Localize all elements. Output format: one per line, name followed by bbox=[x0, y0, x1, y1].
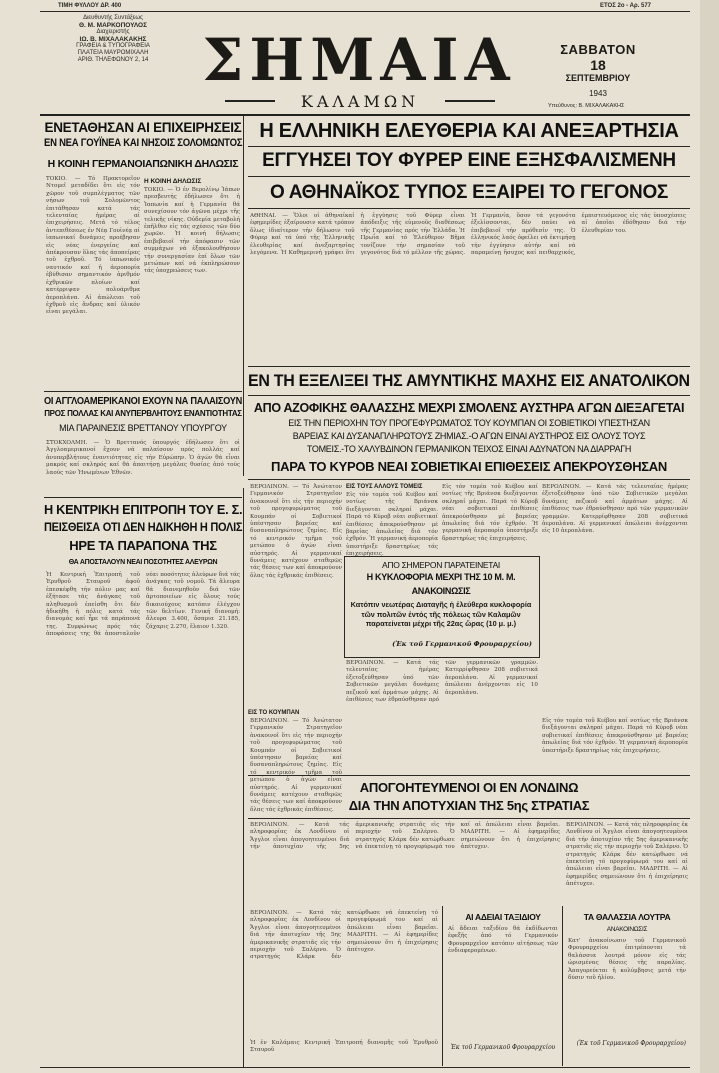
leave-signature: Ἐκ τοῦ Γερμανικοῦ Φρουραρχείου bbox=[450, 1044, 556, 1051]
address-label: ΠΛΑΤΕΙΑ ΜΑΥΡΟΜΙΧΑΛΗ bbox=[77, 50, 149, 56]
date-year: 1943 bbox=[589, 89, 607, 98]
left-headline-6: ΜΙΑ ΠΑΡΑΙΝΕΣΙΣ ΒΡΕΤΤΑΝΟΥ ΥΠΟΥΡΓΟΥ bbox=[59, 423, 227, 433]
baths-signature: (Ἐκ τοῦ Γερμανικοῦ Φρουραρχείου) bbox=[576, 1040, 686, 1047]
main-text-e: ΑΘΗΝΑΙ. — Ὅλοι οἱ ἀθηναϊκαί ἐφημερίδες ἐξαίρουσιν κατά τρόπον ὅλως ἰδιαίτερον τήν δήλωσιν τοῦ Φύρερ καί τά ὑπό τῆς Ἑλληνικῆς ἐλευθερίας καί ἀνεξαρτησίας λεγόμενα. Ἡ Καθημερινή γράφει ὅτι ἡ ἐγγύησις τοῦ Φύρερ εἶναι ἀπόδειξις τῆς εὐμενοῦς διαθέσεως τῆς Γερμανίας πρός τήν Ἑλλάδα. Ἡ Πρωΐα καί τό Ἐλεύθερον Βῆμα τονίζουν τήν σημασίαν τοῦ γεγονότος διά τό μέλλον τῆς χώρας. bbox=[250, 213, 465, 257]
war-headline-6: ΠΑΡΑ ΤΟ ΚΥΡΟΒ ΝΕΑΙ ΣΟΒΙΕΤΙΚΑΙ ΕΠΙΘΕΣΕΙΣ ΑΠΕΚΡΟΥΣΘΗΣΑΝ bbox=[271, 459, 667, 474]
main-banner-1: Η ΕΛΛΗΝΙΚΗ ΕΛΕΥΘΕΡΙΑ ΚΑΙ ΑΝΕΞΑΡΤΗΣΙΑ bbox=[259, 120, 679, 142]
masthead-left-info bbox=[48, 15, 178, 64]
baths-announcement: ΑΝΑΚΟΙΝΩΣΙΣ bbox=[606, 926, 648, 933]
notice-signature: (Ἐκ τοῦ Γερμανικοῦ Φρουραρχείου) bbox=[392, 640, 532, 648]
left-headline-1: ΕΝΕΤΑΘΗΣΑΝ ΑΙ ΕΠΙΧΕΙΡΗΣΕΙΣ bbox=[44, 120, 242, 135]
left-headline-3: Η ΚΟΙΝΗ ΓΕΡΜΑΝΟΙΑΠΩΝΙΚΗ ΔΗΛΩΣΙΣ bbox=[47, 158, 239, 170]
war-text-g3: Εἰς τόν τομέα τοῦ Κιέβου καί νοτίως τῆς Βριάνσκ διεξάγονται σκληραί μάχαι. Παρά τό Κύροβ νέαι σοβιετικαί ἐπιθέσεις ἀπεκρούσθησαν μέ βαρείας ἀπωλείας διά τόν ἐχθρόν. Ἡ γερμανική ἀεροπορία ὑπεστήριξε δραστηρίως τάς ἐπιχειρήσεις. bbox=[542, 718, 688, 754]
masthead-date bbox=[538, 42, 658, 98]
war-headline-1: ΕΝ ΤΗ ΕΞΕΛΙΞΕΙ ΤΗΣ ΑΜΥΝΤΙΚΗΣ ΜΑΧΗΣ ΕΙΣ ΑΝΑΤΟΛΙΚΟΝ bbox=[248, 371, 690, 390]
left-article-text-b: ΤΟΚΙΟ. — Ὁ ἐν Βερολίνῳ Ἰάπων πρεσβευτής ἐδήλωσεν ὅτι ἡ Ἰαπωνία καί ἡ Γερμανία θά συνεχίσουν τόν ἀγῶνα μέχρι τῆς τελικῆς νίκης. Οὐδεμία μεταβολή ἐπῆλθεν εἰς τάς σχέσεις τῶν δύο χωρῶν. Ἡ κοινή δήλωσις ἐπιβεβαιοῖ τήν ἀπόφασιν τῶν συμμάχων νά ἐξακολουθήσουν τήν συνεργασίαν ἐπί ὅλων τῶν μετώπων καί νά ἐκπληρώσουν τάς ὑποχρεώσεις των. bbox=[144, 187, 240, 275]
baths-headline: ΤΑ ΘΑΛΑΣΣΙΑ ΛΟΥΤΡΑ bbox=[583, 912, 671, 922]
date-number: 18 bbox=[590, 57, 606, 73]
main-article-text-e bbox=[250, 213, 686, 363]
london-headline-2: ΔΙΑ ΤΗΝ ΑΠΟΤΥΧΙΑΝ ΤΗΣ 5ης ΣΤΡΑΤΙΑΣ bbox=[348, 798, 590, 813]
war-text-h: ΒΕΡΟΛΙΝΟΝ. — Κατά τάς τελευταίας ἡμέρας ἐξετοξεύθησαν ὑπό τῶν Σοβιετικῶν μεγάλαι δυνάμεις πεζικοῦ καί ἁρμάτων μάχης. Αἱ ἐπιθέσεις των ἐθραύσθησαν πρό τῶν γερμανικῶν γραμμῶν. Κατερρίφθησαν 208 σοβιετικά ἀεροπλάνα. Αἱ γερμανικαί ἀπώλειαι ἀνέρχονται εἰς 10 ἀεροπλάνα. bbox=[542, 484, 688, 535]
war-sub-other: ΕΙΣ ΤΟΥΣ ΑΛΛΟΥΣ ΤΟΜΕΙΣ bbox=[346, 484, 423, 490]
notice-headline-1: ΑΠΟ ΣΗΜΕΡΟΝ ΠΑΡΑΤΕΙΝΕΤΑΙ bbox=[381, 560, 500, 570]
war-text-g2: Εἰς τόν τομέα τοῦ Κιέβου καί νοτίως τῆς Βριάνσκ διεξάγονται σκληραί μάχαι. Παρά τό Κύροβ νέαι σοβιετικαί ἐπιθέσεις ἀπεκρούσθησαν μέ βαρείας ἀπωλείας διά τόν ἐχθρόν. Ἡ γερμανική ἀεροπορία ὑπεστήριξε δραστηρίως τάς ἐπιχειρήσεις. bbox=[442, 484, 538, 542]
left-headline-2: ΕΝ ΝΕΑ ΓΟΥΪΝΕΑ ΚΑΙ ΝΗΣΟΙΣ ΣΟΛΟΜΩΝΤΟΣ bbox=[44, 137, 243, 149]
left-headline-8: ΠΕΙΣΘΕΙΣΑ ΟΤΙ ΔΕΝ ΗΔΙΚΗΘΗ Η ΠΟΛΙΣ bbox=[44, 520, 243, 534]
masthead-title: ΣΗΜΑΙΑ bbox=[202, 26, 516, 94]
responsible-editor: Υπεύθυνος: Β. ΜΙΧΑΛΑΚΑΚΗΣ bbox=[548, 103, 625, 109]
left-headline-5: ΠΡΟΣ ΠΟΛΛΑΣ ΚΑΙ ΑΝΥΠΕΡΒΛΗΤΟΥΣ ΕΝΑΝΤΙΟΤΗΤΑΣ bbox=[44, 409, 242, 418]
left-headline-7: Η ΚΕΝΤΡΙΚΗ ΕΠΙΤΡΟΠΗ ΤΟΥ Ε. Σ. bbox=[44, 502, 243, 517]
editor-role: Διευθυντής Συντάξεως bbox=[83, 15, 143, 21]
issue-label: ΕΤΟΣ 2ο - Αρ. 577 bbox=[600, 3, 651, 9]
london-headline-1: ΑΠΟΓΟΗΤΕΥΜΕΝΟΙ ΟΙ ΕΝ ΛΟΝΔΙΝΩ bbox=[359, 780, 579, 795]
left-article-text-c: ΣΤΟΚΧΟΛΜΗ. — Ὁ Βρεττανός ὑπουργός ἐδήλωσεν ὅτι οἱ Ἀγγλοαμερικανοί ἔχουν νά παλαίσουν πρός πολλάς καί ἀνυπερβλήτους ἐναντιότητας εἰς τήν Εὐρώπην. Ὁ ἀγών θά εἶναι μακρός καί σκληρός καί θά ἀπαιτήσῃ μεγάλας θυσίας ἀπό τούς λαούς τῶν Ἡνωμένων Ἐθνῶν. bbox=[46, 440, 240, 476]
war-headline-4: ΒΑΡΕΙΑΣ ΚΑΙ ΔΥΣΑΝΑΠΛΗΡΩΤΟΥΣ ΖΗΜΙΑΣ.-Ο ΑΓΩΝ ΕΙΝΑΙ ΑΥΣΤΗΡΟΣ ΕΙΣ ΟΛΟΥΣ ΤΟΥΣ bbox=[292, 431, 646, 441]
left-headline-10: ΘΑ ΑΠΟΣΤΑΛΟΥΝ ΝΕΑΙ ΠΟΣΟΤΗΤΕΣ ΑΛΕΥΡΩΝ bbox=[68, 559, 218, 566]
main-banner-3: Ο ΑΘΗΝΑΪΚΟΣ ΤΥΠΟΣ ΕΞΑΙΡΕΙ ΤΟ ΓΕΓΟΝΟΣ bbox=[269, 182, 669, 203]
london-text: ΒΕΡΟΛΙΝΟΝ. — Κατά τάς πληροφορίας ἐκ Λονδίνου οἱ Ἄγγλοι εἶναι ἀπογοητευμένοι διά τήν ἀποτυχίαν τῆς 5ης ἀμερικανικῆς στρατιᾶς εἰς τήν περιοχήν τοῦ Σαλέρνο. Ὁ στρατηγός Κλάρκ δέν κατώρθωσε νά ἐπεκτείνῃ τό προγεφύρωμά του καί αἱ ἀπώλειαι εἶναι βαρεῖαι. ΜΑΔΡΙΤΗ. — Αἱ ἐφημερίδες σημειώνουν ὅτι ἡ ἐπιχείρησις ἀπέτυχεν. bbox=[250, 822, 560, 851]
left-headline-9: ΗΡΕ ΤΑ ΠΑΡΑΠΟΝΑ ΤΗΣ bbox=[69, 538, 217, 553]
baths-text: Κατ' ἀνακοίνωσιν τοῦ Γερμανικοῦ Φρουραρχείου ἐπιτρέπονται τά θαλάσσια λουτρά μόνον εἰς τάς ὡρισμένας θέσεις τῆς παραλίας. Ἀπαγορεύεται ἡ κολύμβησις μετά τήν δύσιν τοῦ ἡλίου. bbox=[568, 938, 686, 982]
masthead-subtitle: ΚΑΛΑΜΩΝ bbox=[300, 92, 420, 111]
main-text-continued: Ἡ Γερμανία, ὅσον τά γεγονότα ἐξελίσσονται, δέν παύει νά ἐπιβεβαιοῖ τήν πρόθεσίν της. Ὁ ἑλληνικός λαός ὀφείλει νά ἐκτιμήσῃ τήν ἐγγύησιν αὐτήν καί νά παραμείνῃ ἥσυχος καί πειθαρχικός, ἐμπιστευόμενος εἰς τάς ὑποσχέσεις αἱ ὁποῖαι ἐδόθησαν διά τήν ἐλευθερίαν του. bbox=[471, 213, 686, 257]
war-text-f2: ΒΕΡΟΛΙΝΟΝ. — Τό Ἀνώτατον Γερμανικόν Στρατηγεῖον ἀνακοινοῖ ὅτι εἰς τήν περιοχήν τοῦ προγεφυρώματος τοῦ Κουμπάν οἱ Σοβιετικοί ὑπέστησαν βαρείας καί δυσαναπληρώτους ζημίας. Εἰς τό κεντρικόν τμῆμα τοῦ μετώπου ὁ ἀγών εἶναι αὐστηρός. Αἱ γερμανικαί δυνάμεις κατέχουν σταθερῶς τάς θέσεις των καί ἀποκρούουν ὅλας τάς ἐχθρικάς ἐπιθέσεις. bbox=[250, 718, 342, 813]
price-label: ΤΙΜΗ ΦΥΛΛΟΥ ΔΡ. 400 bbox=[58, 3, 122, 9]
date-month: ΣΕΠΤΕΜΒΡΙΟΥ bbox=[565, 73, 631, 83]
leave-text: Αἱ ἄδειαι ταξιδίου θά ἐκδίδωνται ἐφεξῆς ἀπό τό Γερμανικόν Φρουραρχεῖον κατόπιν αἰτήσεως τῶν ἐνδιαφερομένων. bbox=[448, 926, 558, 955]
war-text-f: ΒΕΡΟΛΙΝΟΝ. — Τό Ἀνώτατον Γερμανικόν Στρατηγεῖον ἀνακοινοῖ ὅτι εἰς τήν περιοχήν τοῦ προγεφυρώματος τοῦ Κουμπάν οἱ Σοβιετικοί ὑπέστησαν βαρείας καί δυσαναπληρώτους ζημίας. Εἰς τό κεντρικόν τμῆμα τοῦ μετώπου ὁ ἀγών εἶναι αὐστηρός. Αἱ γερμανικαί δυνάμεις κατέχουν σταθερῶς τάς θέσεις των καί ἀποκρούουν ὅλας τάς ἐχθρικάς ἐπιθέσεις. bbox=[250, 484, 342, 579]
left-sublabel: Η ΚΟΙΝΗ ΔΗΛΩΣΙΣ bbox=[144, 178, 202, 185]
offices-label: ΓΡΑΦΕΙΑ & ΤΥΠΟΓΡΑΦΕΙΑ bbox=[76, 43, 150, 49]
notice-body: Κατόπιν νεωτέρας Διαταγῆς ἡ ἐλεύθερα κυκλοφορία τῶν πολιτῶν ἐντός τῆς πόλεως τῶν Καλαμῶν παρατείνεται μέχρι τῆς 22ας ὥρας (10 μ. μ.) bbox=[350, 600, 532, 628]
left-headline-4: ΟΙ ΑΓΓΛΟΑΜΕΡΙΚΑΝΟΙ ΕΧΟΥΝ ΝΑ ΠΑΛΑΙΣΟΥΝ bbox=[44, 395, 243, 407]
war-headline-3: ΕΙΣ ΤΗΝ ΠΕΡΙΟΧΗΝ ΤΟΥ ΠΡΟΓΕΦΥΡΩΜΑΤΟΣ ΤΟΥ ΚΟΥΜΠΑΝ ΟΙ ΣΟΒΙΕΤΙΚΟΙ ΥΠΕΣΤΗΣΑΝ bbox=[288, 418, 650, 428]
main-banner-2: ΕΓΓΥΗΣΕΙ ΤΟΥ ΦΥΡΕΡ ΕΙΝΕ ΕΞΗΣΦΑΛΙΣΜΕΝΗ bbox=[262, 150, 676, 171]
date-day: ΣΑΒΒΑΤΟΝ bbox=[560, 42, 636, 57]
hitler-text: Ἡ ἐν Καλάμαις Κεντρική Ἐπιτροπή διανομῆς τοῦ Ἐρυθροῦ Σταυροῦ bbox=[250, 1040, 438, 1054]
war-sub-kouban: ΕΙΣ ΤΟ ΚΟΥΜΠΑΝ bbox=[248, 710, 300, 716]
london-text-2: ΒΕΡΟΛΙΝΟΝ. — Κατά τάς πληροφορίας ἐκ Λονδίνου οἱ Ἄγγλοι εἶναι ἀπογοητευμένοι διά τήν ἀποτυχίαν τῆς 5ης ἀμερικανικῆς στρατιᾶς εἰς τήν περιοχήν τοῦ Σαλέρνο. Ὁ στρατηγός Κλάρκ δέν κατώρθωσε νά ἐπεκτείνῃ τό προγεφύρωμά του καί αἱ ἀπώλειαι εἶναι βαρεῖαι. ΜΑΔΡΙΤΗ. — Αἱ ἐφημερίδες σημειώνουν ὅτι ἡ ἐπιχείρησις ἀπέτυχεν. bbox=[566, 822, 688, 888]
notice-headline-2: Η ΚΥΚΛΟΦΟΡΙΑ ΜΕΧΡΙ ΤΗΣ 10 Μ. Μ. bbox=[366, 572, 516, 582]
war-text-h2: ΒΕΡΟΛΙΝΟΝ. — Κατά τάς τελευταίας ἡμέρας ἐξετοξεύθησαν ὑπό τῶν Σοβιετικῶν μεγάλαι δυνάμεις πεζικοῦ καί ἁρμάτων μάχης. Αἱ ἐπιθέσεις των ἐθραύσθησαν πρό τῶν γερμανικῶν γραμμῶν. Κατερρίφθησαν 208 σοβιετικά ἀεροπλάνα. Αἱ γερμανικαί ἀπώλειαι ἀνέρχονται εἰς 10 ἀεροπλάνα. bbox=[346, 660, 538, 704]
manager-name: ΙΩ. Β. ΜΙΧΑΛΑΚΑΚΗΣ bbox=[79, 36, 147, 43]
leave-headline: ΑΙ ΑΔΕΙΑΙ ΤΑΞΙΔΙΟΥ bbox=[465, 912, 541, 922]
left-article-text-d: Ἡ Κεντρική Ἐπιτροπή τοῦ Ἐρυθροῦ Σταυροῦ ἀφοῦ ἐπεσκέφθη τήν πόλιν μας καί ἐξήτασε τάς ἀνάγκας τοῦ πληθυσμοῦ ἐπείσθη ὅτι δέν ἠδικήθη ἡ πόλις κατά τάς διανομάς καί ἦρε τά παράπονά της. Συμφώνως πρός τάς ἀποφάσεις της θά ἀποσταλοῦν νέαι ποσότητες ἀλεύρων διά τάς ἀνάγκας τοῦ νομοῦ. Τά ἄλευρα θά διανεμηθοῦν διά τῶν ἀρτοποιείων εἰς ὅλους τούς δικαιούχους κατόπιν ἐλέγχου τῶν δελτίων. Γενική διανομή: ἄλευρα 3.400, ὄσπρια 21.185, ζάχαρις 2.270, ἔλαιον 1.320. bbox=[46, 572, 240, 638]
war-text-g: Εἰς τόν τομέα τοῦ Κιέβου καί νοτίως τῆς Βριάνσκ διεξάγονται σκληραί μάχαι. Παρά τό Κύροβ νέαι σοβιετικαί ἐπιθέσεις ἀπεκρούσθησαν μέ βαρείας ἀπωλείας διά τόν ἐχθρόν. Ἡ γερμανική ἀεροπορία ὑπεστήριξε δραστηρίως τάς ἐπιχειρήσεις. bbox=[346, 492, 438, 558]
notice-headline-3: ΑΝΑΚΟΙΝΩΣΙΣ bbox=[411, 586, 471, 596]
left-article-text-a: ΤΟΚΙΟ. — Τό Πρακτορεῖον Ντομεῖ μεταδίδει ὅτι εἰς τόν χῶρον τοῦ συμπλέγματος τῶν νήσων τοῦ Σολομῶντος ἐπιτάθησαν κατά τάς τελευταίας ἡμέρας αἱ ἐπιχειρήσεις. Μετά τό τέλος ἀντεπιθέσεως ἐν Νέᾳ Γουϊνέᾳ αἱ ἰαπωνικαί δυνάμεις προέβησαν εἰς νέας ἐνεργείας καί ἀπέκρουσαν ὅλας τάς ἀποπείρας τοῦ ἐχθροῦ. Τό ἰαπωνικόν ναυτικόν καί ἡ ἀεροπορία ἐβύθισαν σημαντικόν ἀριθμόν ἐχθρικῶν πλοίων καί κατέρριψαν πολυάριθμα ἀεροπλάνα. Αἱ ἀπώλειαι τοῦ ἐχθροῦ εἰς ἄνδρας καί ὑλικόν εἶναι μεγάλαι. bbox=[46, 176, 140, 316]
phone-label: ΑΡΙΘ. ΤΗΛΕΦΩΝΟΥ 2, 14 bbox=[77, 57, 149, 63]
war-headline-5: ΤΟΜΕΙΣ.-ΤΟ ΧΑΛΥΒΔΙΝΟΝ ΓΕΡΜΑΝΙΚΟΝ ΤΕΙΧΟΣ ΕΙΝΑΙ ΑΔΥΝΑΤΟΝ ΝΑ ΔΙΑΡΡΑΓΗ bbox=[306, 444, 632, 454]
manager-role: Διαχειριστής bbox=[96, 29, 130, 35]
editor-name: Θ. Μ. ΜΑΡΚΟΠΟΥΛΟΣ bbox=[78, 22, 148, 29]
london-text-3: ΒΕΡΟΛΙΝΟΝ. — Κατά τάς πληροφορίας ἐκ Λονδίνου οἱ Ἄγγλοι εἶναι ἀπογοητευμένοι διά τήν ἀποτυχίαν τῆς 5ης ἀμερικανικῆς στρατιᾶς εἰς τήν περιοχήν τοῦ Σαλέρνο. Ὁ στρατηγός Κλάρκ δέν κατώρθωσε νά ἐπεκτείνῃ τό προγεφύρωμά του καί αἱ ἀπώλειαι εἶναι βαρεῖαι. ΜΑΔΡΙΤΗ. — Αἱ ἐφημερίδες σημειώνουν ὅτι ἡ ἐπιχείρησις ἀπέτυχεν. bbox=[250, 910, 438, 961]
war-headline-2: ΑΠΟ ΑΖΟΦΙΚΗΣ ΘΑΛΑΣΣΗΣ ΜΕΧΡΙ ΣΜΟΛΕΝΣ ΑΥΣΤΗΡΑ ΑΓΩΝ ΔΙΕΞΑΓΕΤΑΙ bbox=[253, 401, 685, 415]
